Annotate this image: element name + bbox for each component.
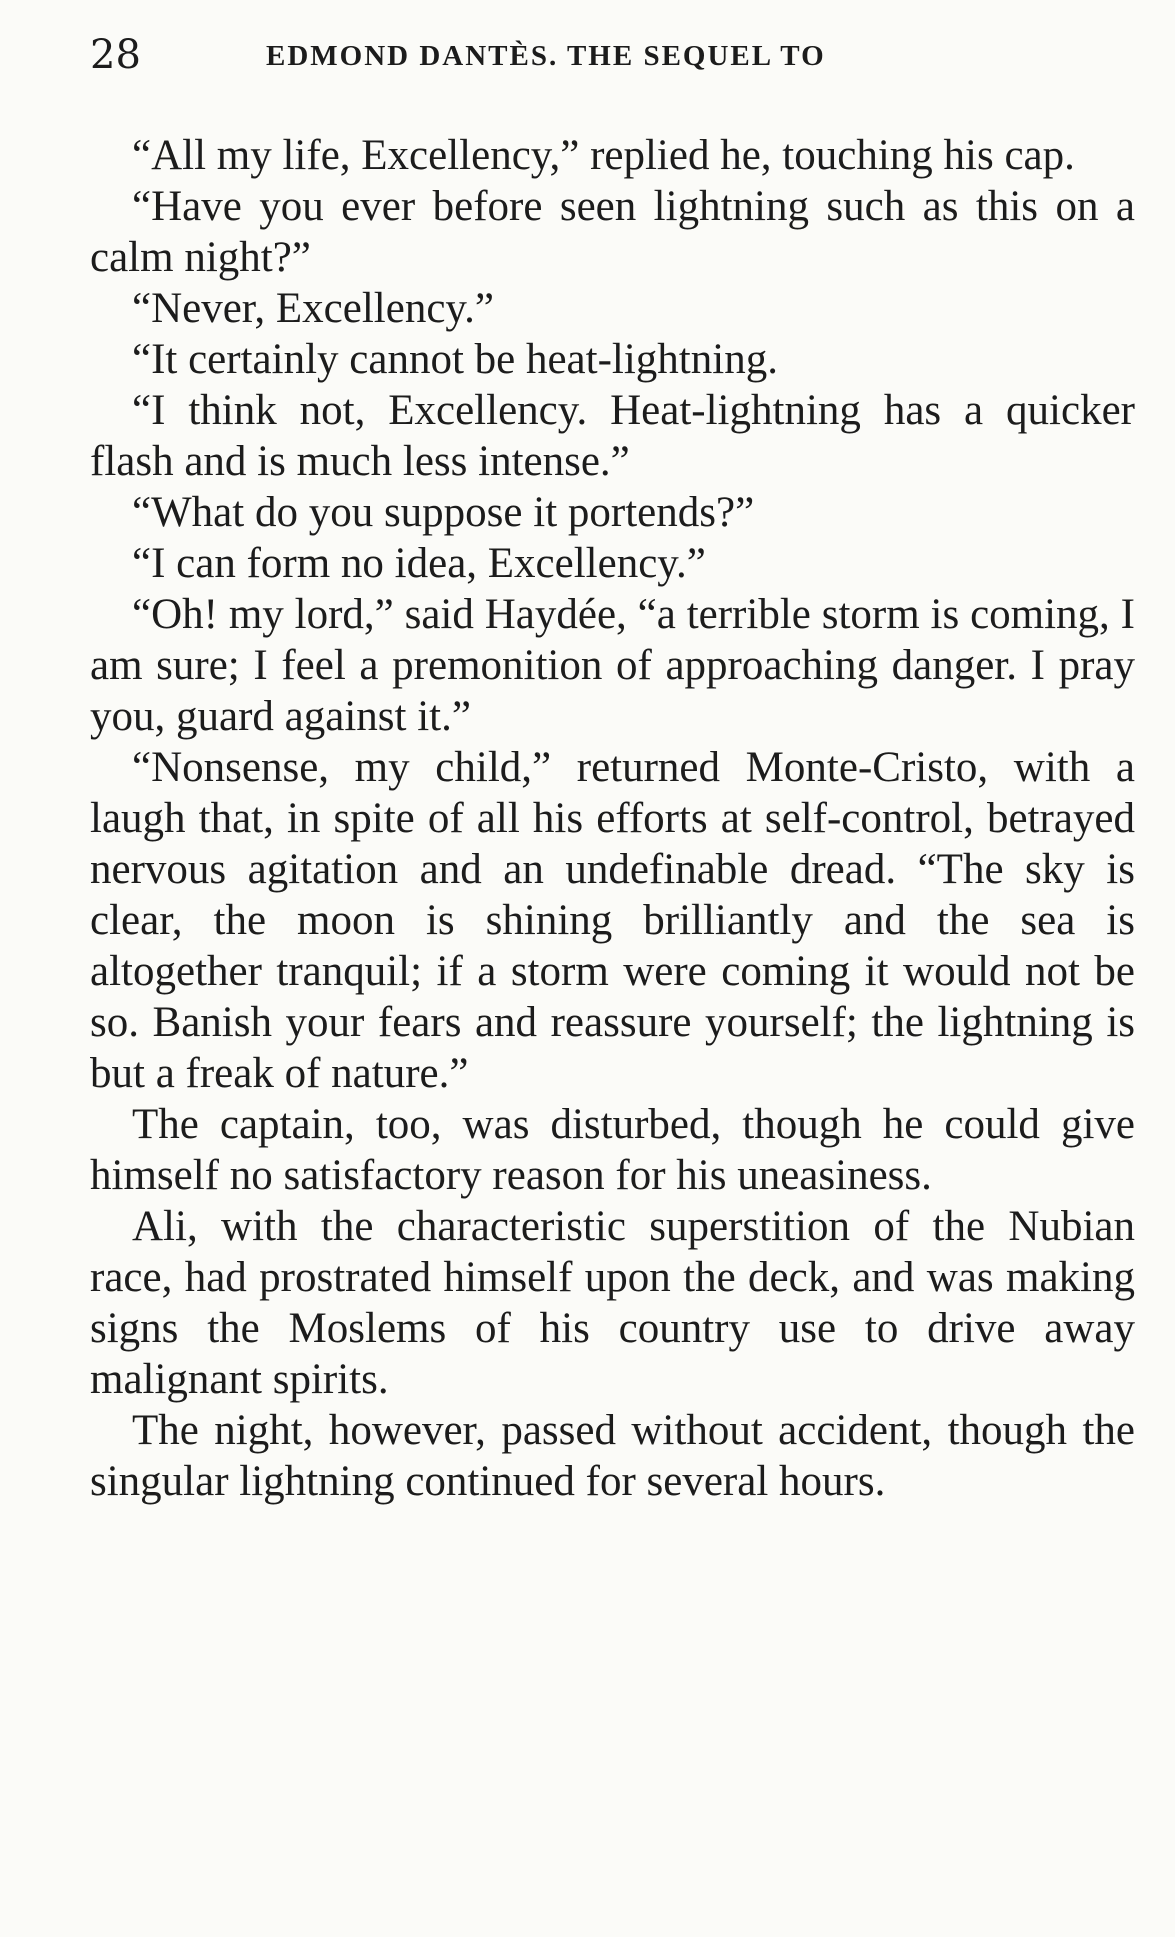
paragraph: “All my life, Excellency,” replied he, touching his cap.: [132, 132, 1075, 179]
paragraph: The night, however, passed without accident, though the singular lightning continued for several hours.: [90, 1407, 1135, 1505]
running-head: EDMOND DANTÈS. THE SEQUEL TO: [266, 40, 826, 72]
page-header: [90, 26, 1120, 86]
paragraph: “Oh! my lord,” said Haydée, “a terrible storm is coming, I am sure; I feel a premonition of approaching danger. I pray you, guard against it.”: [90, 591, 1135, 740]
body-text: [90, 130, 1135, 1507]
paragraph: “Have you ever before seen lightning such as this on a calm night?”: [90, 183, 1135, 281]
paragraph: Ali, with the characteristic superstition of the Nubian race, had prostrated himself upon the deck, and was making signs the Moslems of his country use to drive away malignant spirits.: [90, 1203, 1135, 1403]
paragraph: “I can form no idea, Excellency.”: [132, 540, 706, 587]
paragraph: “Never, Excellency.”: [132, 285, 494, 332]
paragraph: “What do you suppose it portends?”: [132, 489, 755, 536]
paragraph: “I think not, Excellency. Heat-lightning has a quicker flash and is much less intense.”: [90, 387, 1135, 485]
paragraph: “Nonsense, my child,” returned Monte-Cristo, with a laugh that, in spite of all his efforts at self-control, betrayed nervous agitation and an undefinable dread. “The sky is clear, the moon is shining brilliantly and the sea is altogether tranquil; if a storm were coming it would not be so. Banish your fears and reassure yourself; the lightning is but a freak of nature.”: [90, 744, 1135, 1097]
paragraph: “It certainly cannot be heat-lightning.: [132, 336, 778, 383]
paragraph: The captain, too, was disturbed, though he could give himself no satisfactory reason for his uneasiness.: [90, 1101, 1135, 1199]
page-number: 28: [90, 32, 141, 78]
